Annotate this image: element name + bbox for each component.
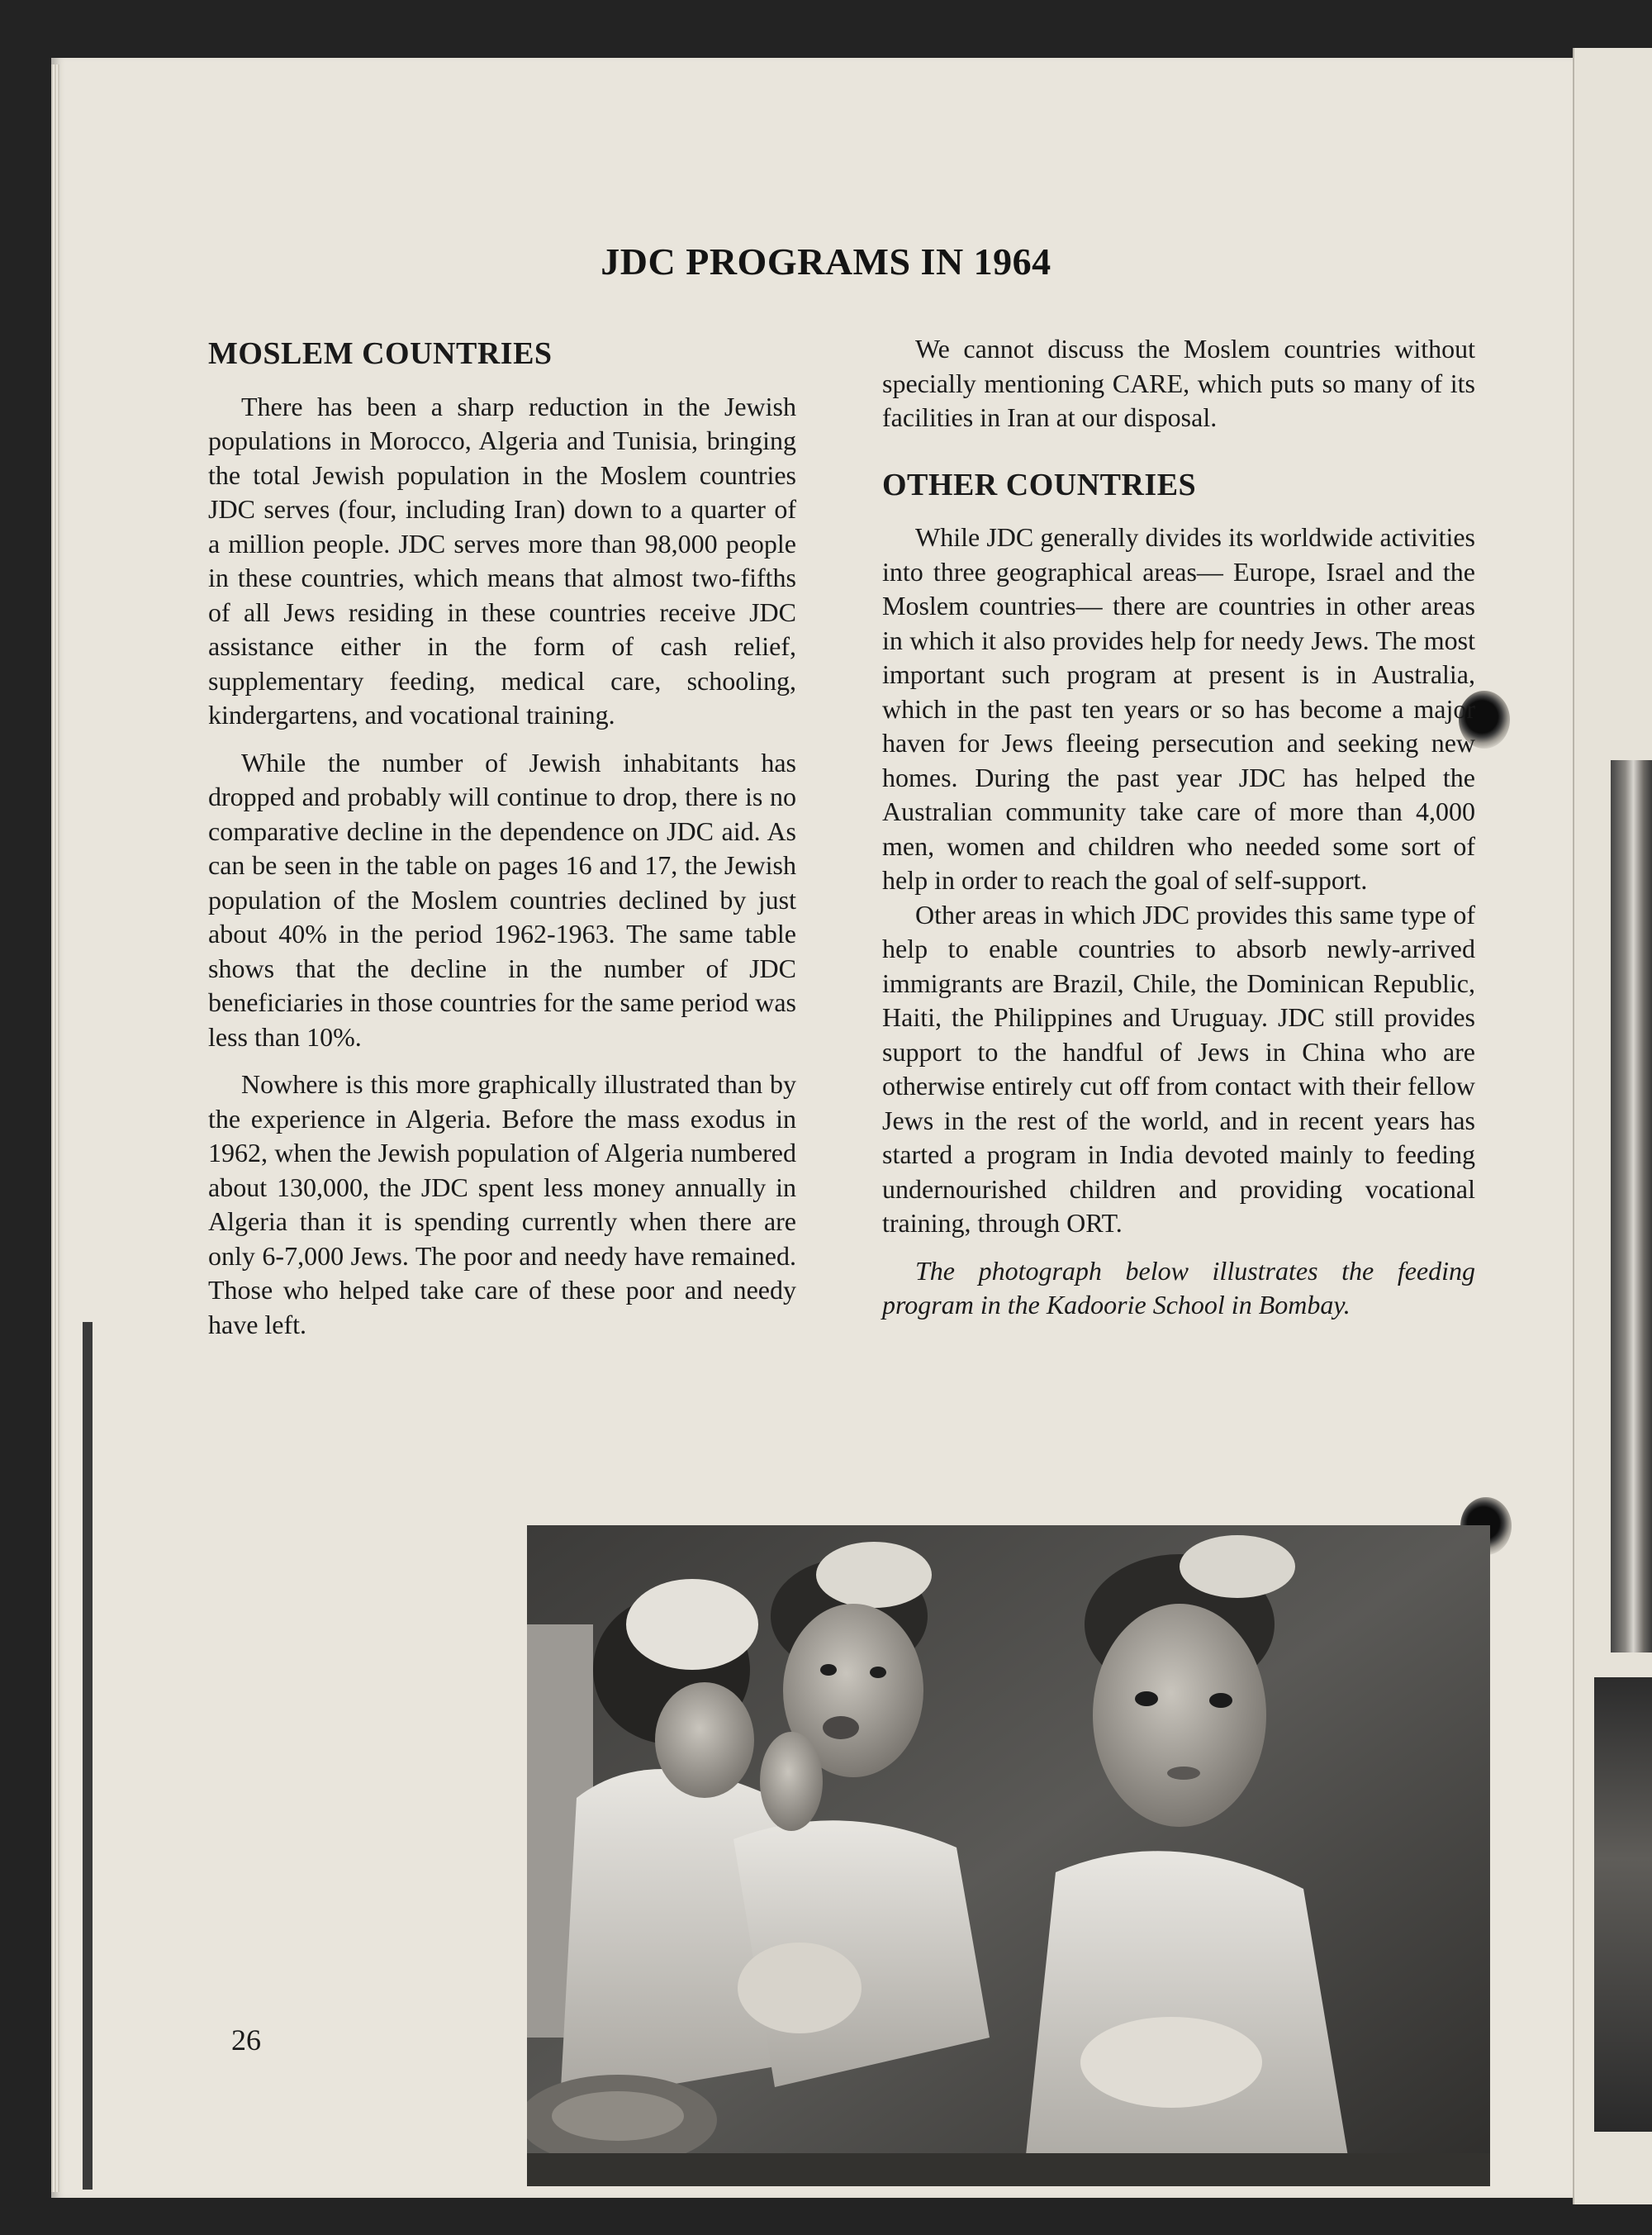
bread-piece-center [738,1943,862,2033]
child-right-cap [1180,1535,1295,1598]
facing-page-photo-edge [1611,760,1652,1652]
child-right-face [1093,1604,1266,1827]
bread-piece-right [1080,2017,1262,2108]
photograph-illustration [527,1525,1490,2186]
paragraph-australia-program: While JDC generally divides its worldwide activities into three geographical areas— Europe, Israel and the Moslem countries— there are countries in other areas in which it also provides help for needy Jews. The most important such program at present is in Australia, which in the past ten years or so has become a major haven for Jews fleeing persecution and seeking new homes. During the past year JDC has helped the Australian community take care of more than 4,000 men, women and children who needed some sort of help in order to reach the goal of self-support. [882,522,1475,895]
photo-caption: The photograph below illustrates the feeding program in the Kadoorie School in Bombay. [882,1255,1475,1320]
previous-page-photo-edge [83,1322,93,2190]
paragraph-care-mention: We cannot discuss the Moslem countries without specially mentioning CARE, which puts so many of its facilities in Iran at our disposal. [882,334,1475,432]
paragraph-other-areas: Other areas in which JDC provides this same type of help to enable countries to absorb newly-arrived immigrants are Brazil, Chile, the Dominican Republic, Haiti, the Philippines and Uruguay. JDC still provides support to the handful of Jews in China who are otherwise entirely cut off from contact with their fellow Jews in the rest of the world, and in recent years has started a program in India devoted mainly to feeding undernourished children and providing vocational training, through ORT. [882,899,1475,1238]
facing-page-photo-edge-lower [1594,1677,1652,2132]
child-left-face [655,1682,754,1798]
paragraph-population-reduction: There has been a sharp reduction in the Jewish populations in Morocco, Algeria and Tunisia, bringing the total Jewish population in the Moslem countries JDC serves (four, including Iran) down to a quarter of a million people. JDC serves more than 98,000 people in these countries, which means that almost two-fifths of all Jews residing in these countries receive JDC assistance either in the form of cash relief, supplementary feeding, medical care, schooling, kindergartens, and vocational training. [208,391,796,730]
paragraph-dependence-on-aid: While the number of Jewish inhabitants has dropped and probably will continue to drop, there is no comparative decline in the dependence on JDC aid. As can be seen in the table on pages 16 and 17, the Jewish population of the Moslem countries declined by just about 40% in the period 1962-1963. The same table shows that the decline in the number of JDC beneficiaries in those countries for the same period was less than 10%. [208,747,796,1052]
child-center-hand [760,1732,823,1831]
page-number: 26 [231,2023,261,2057]
page-stack-edge [51,64,59,2192]
page-title: JDC PROGRAMS IN 1964 [601,240,1051,283]
left-column [208,337,796,1355]
section-heading-moslem-countries: MOSLEM COUNTRIES [208,336,553,371]
paragraph-algeria-example: Nowhere is this more graphically illustrated than by the experience in Algeria. Before the mass exodus in 1962, when the Jewish population of Algeria numbered about 130,000, the JDC spent less money annually in Algeria than it is spending currently when there are only 6-7,000 Jews. The poor and needy have remained. Those who helped take care of these poor and needy have left. [208,1069,796,1339]
right-column [882,332,1475,1336]
child-center-cap [816,1542,932,1608]
child-left-cap [626,1579,758,1670]
section-heading-other-countries: OTHER COUNTRIES [882,467,1197,502]
feeding-program-photograph [527,1525,1490,2186]
